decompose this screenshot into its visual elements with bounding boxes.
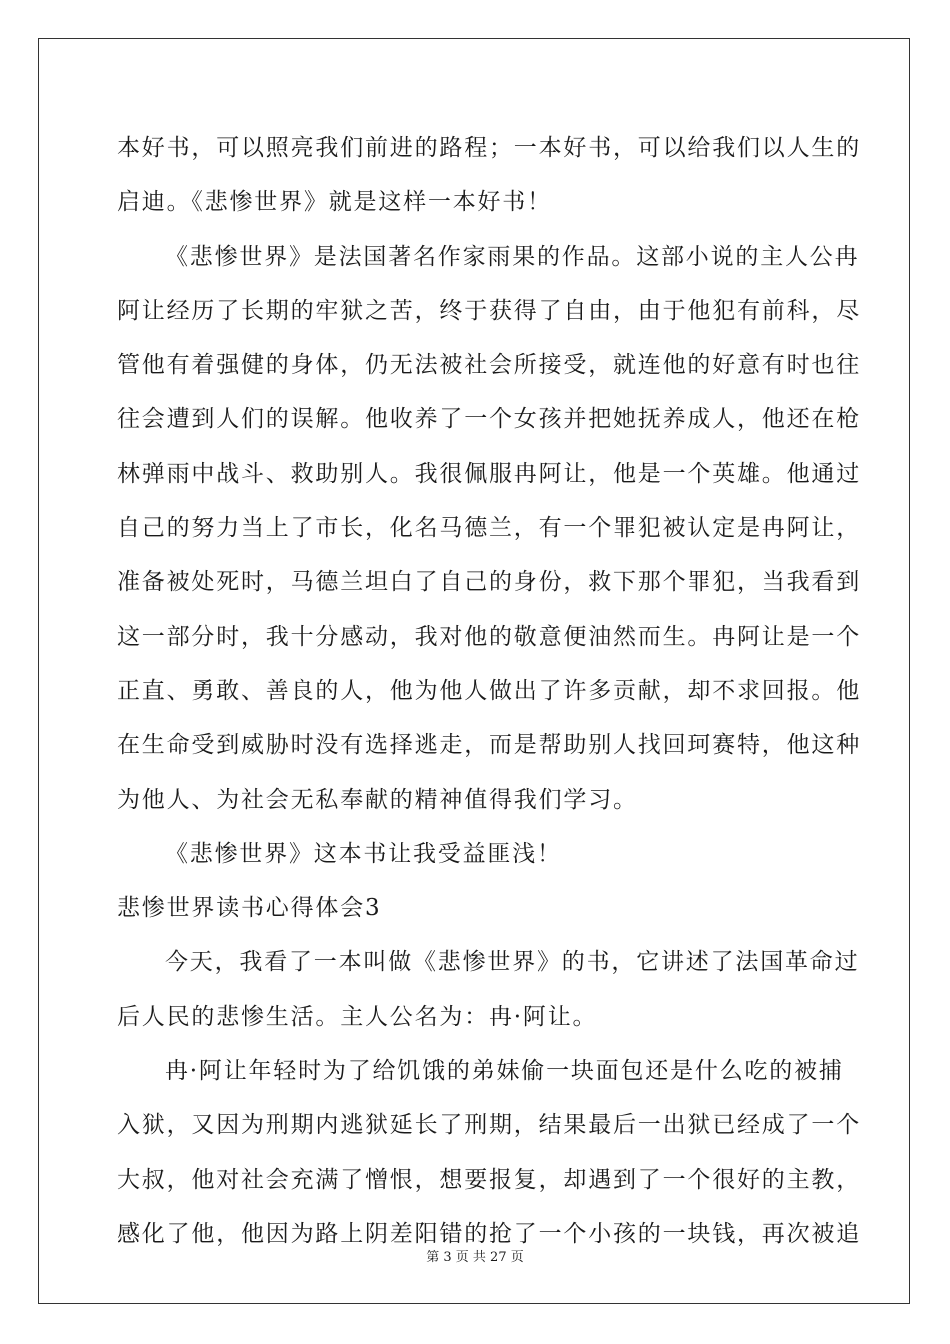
text-line: 往会遭到人们的误解。他收养了一个女孩并把她抚养成人，他还在枪 [117, 406, 861, 433]
text-line: 管他有着强健的身体，仍无法被社会所接受，就连他的好意有时也往 [117, 352, 861, 379]
text-line: 冉·阿让年轻时为了给饥饿的弟妹偷一块面包还是什么吃的被捕 [165, 1058, 844, 1085]
text-line: 启迪。《悲惨世界》就是这样一本好书！ [117, 189, 552, 216]
text-line: 这一部分时，我十分感动，我对他的敬意便油然而生。冉阿让是一个 [117, 623, 861, 650]
document-body [117, 128, 861, 1268]
text-line: 后人民的悲惨生活。主人公名为：冉·阿让。 [117, 1003, 598, 1030]
text-line: 阿让经历了长期的牢狱之苦，终于获得了自由，由于他犯有前科，尽 [117, 297, 861, 324]
text-line: 自己的努力当上了市长，化名马德兰，有一个罪犯被认定是冉阿让， [117, 515, 861, 542]
text-line: 正直、勇敢、善良的人，他为他人做出了许多贡献，却不求回报。他 [117, 677, 861, 704]
text-line: 为他人、为社会无私奉献的精神值得我们学习。 [117, 786, 638, 813]
section-heading: 悲惨世界读书心得体会3 [117, 895, 382, 922]
text-line: 在生命受到威胁时没有选择逃走，而是帮助别人找回珂赛特，他这种 [117, 732, 861, 759]
text-line: 感化了他，他因为路上阴差阳错的抢了一个小孩的一块钱，再次被追 [117, 1220, 861, 1247]
text-line: 《悲惨世界》是法国著名作家雨果的作品。这部小说的主人公冉 [165, 243, 860, 270]
text-line: 大叔，他对社会充满了憎恨，想要报复，却遇到了一个很好的主教， [117, 1166, 861, 1193]
text-line: 今天，我看了一本叫做《悲惨世界》的书，它讲述了法国革命过 [165, 949, 860, 976]
text-line: 林弹雨中战斗、救助别人。我很佩服冉阿让，他是一个英雄。他通过 [117, 460, 861, 487]
text-line: 准备被处死时，马德兰坦白了自己的身份，救下那个罪犯，当我看到 [117, 569, 861, 596]
text-line: 入狱，又因为刑期内逃狱延长了刑期，结果最后一出狱已经成了一个 [117, 1112, 861, 1139]
text-line: 本好书，可以照亮我们前进的路程；一本好书，可以给我们以人生的 [117, 135, 861, 161]
page-number: 第 3 页 共 27 页 [426, 1250, 524, 1265]
text-line: 《悲惨世界》这本书让我受益匪浅！ [165, 840, 562, 867]
